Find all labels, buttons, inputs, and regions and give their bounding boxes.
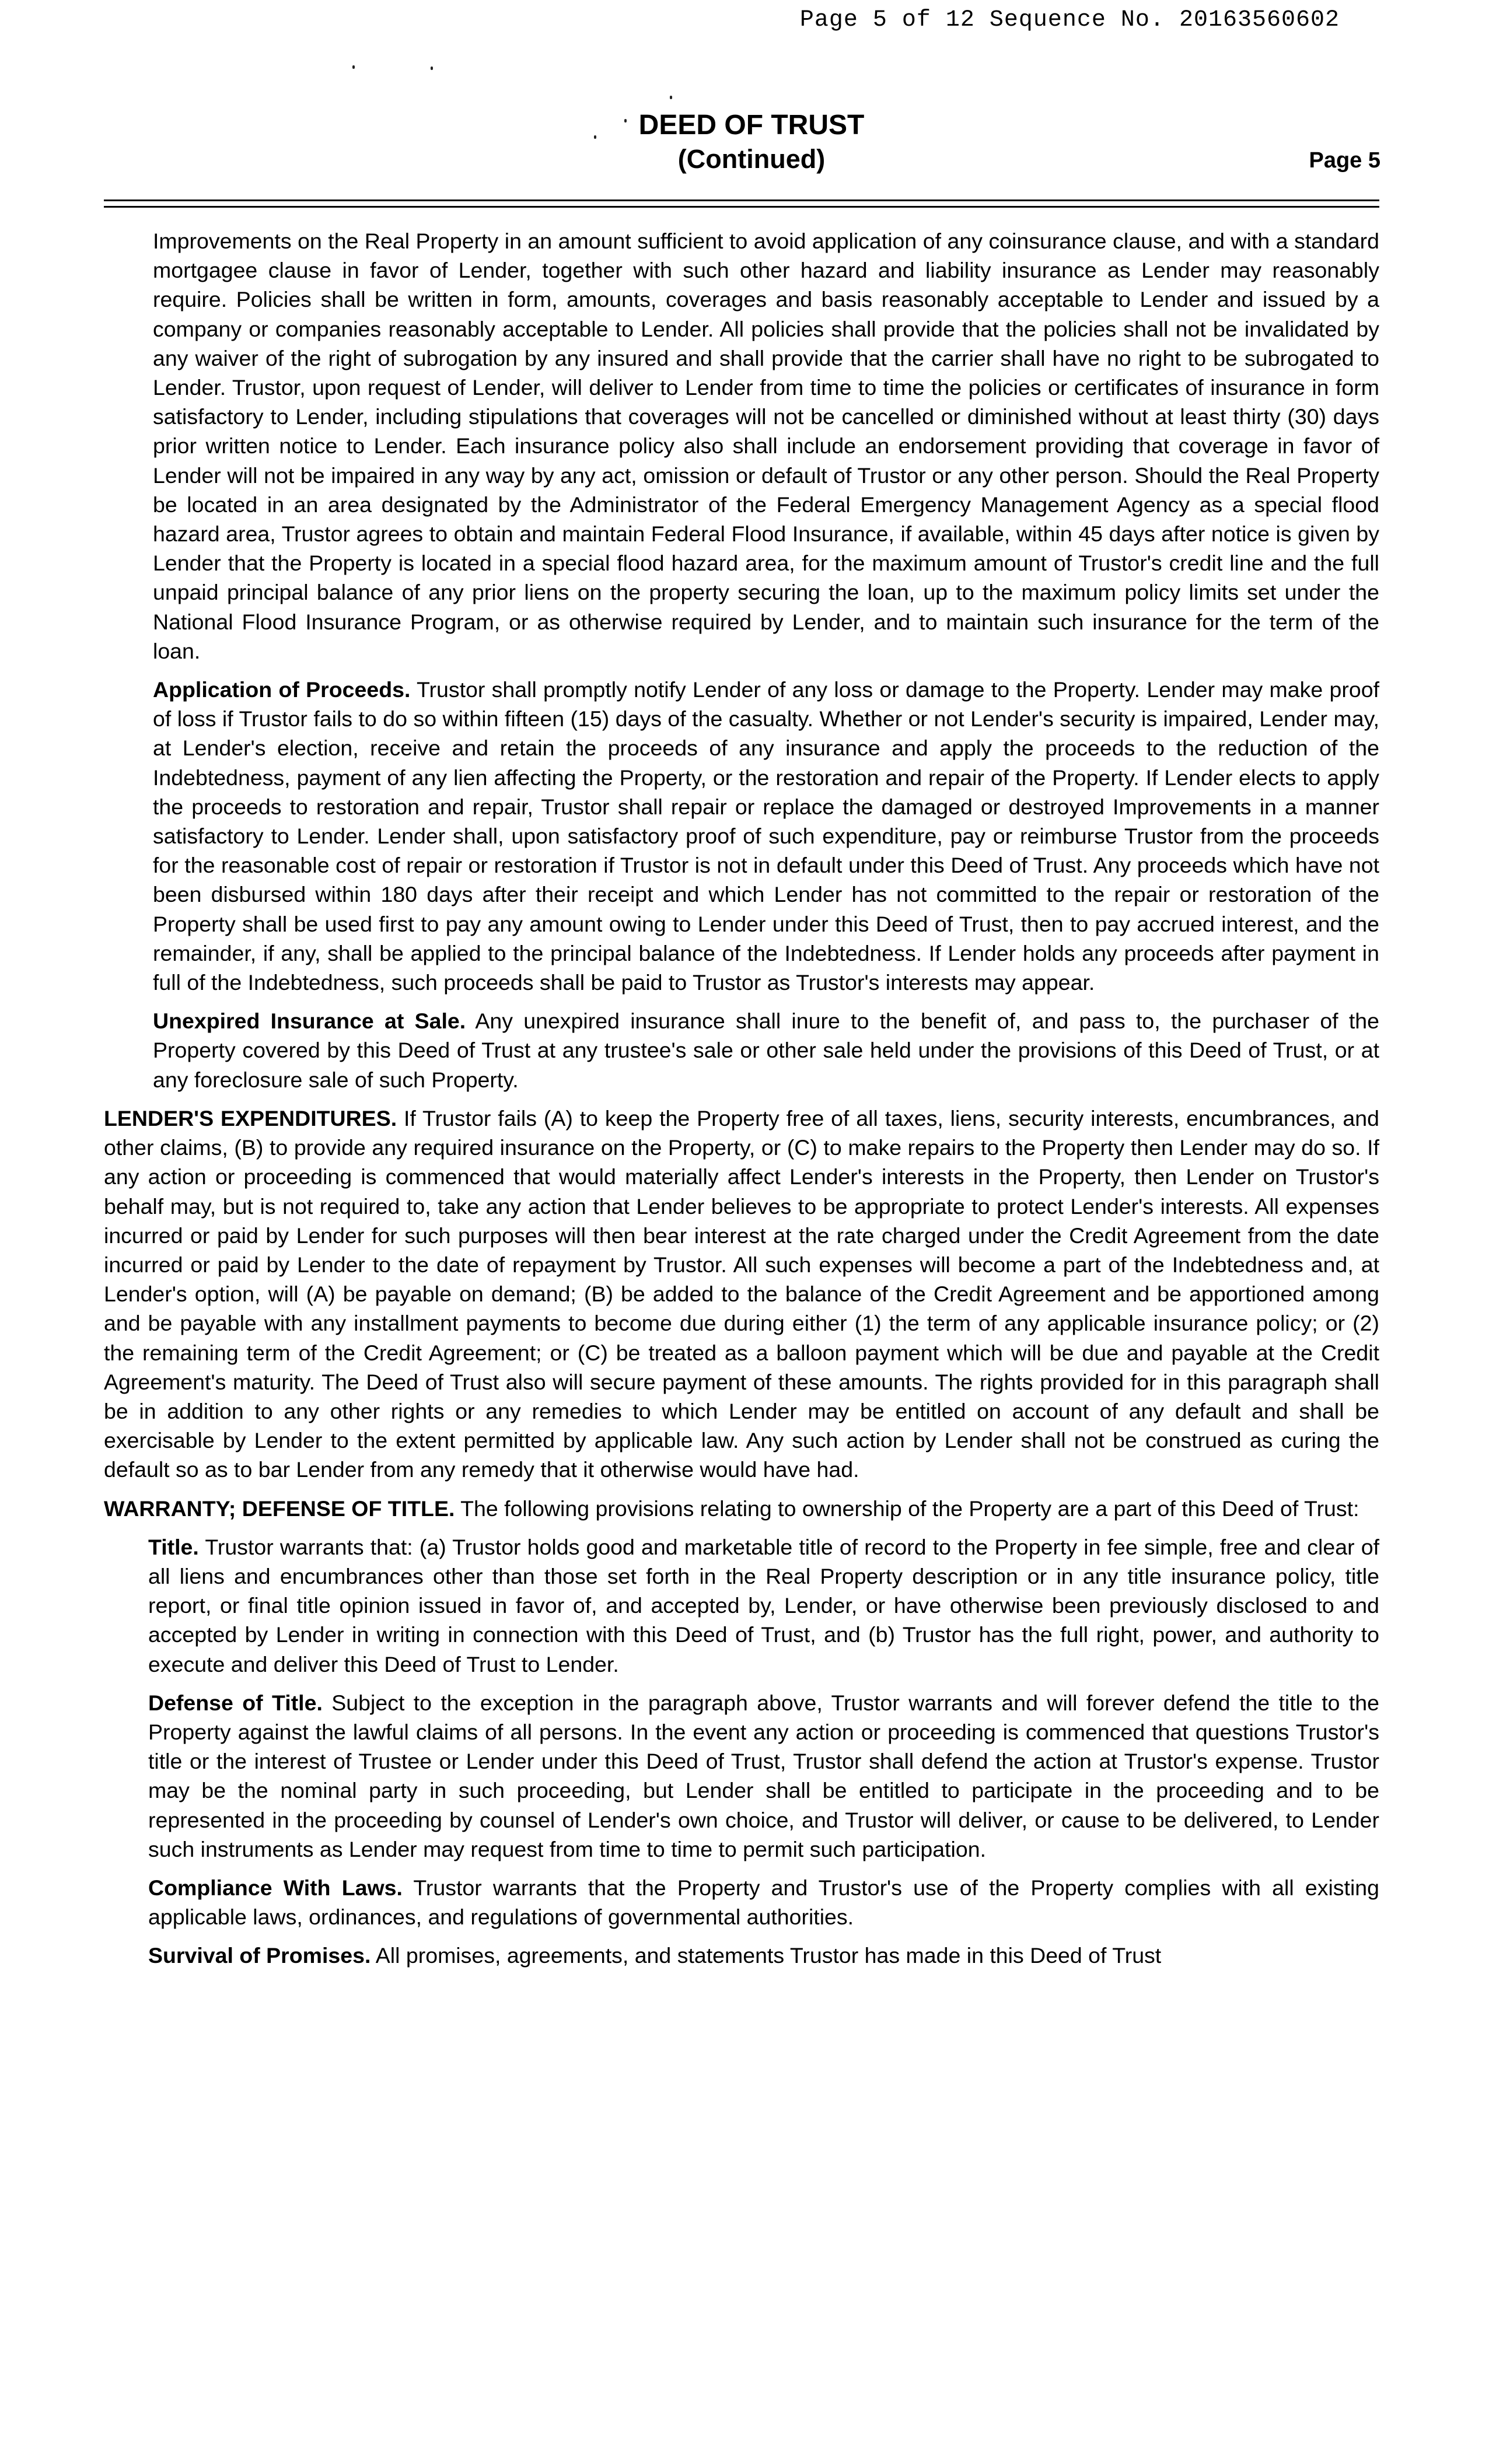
paragraph-text: Improvements on the Real Property in an amount sufficient to avoid application of any coinsurance clause, and with a standard mortgagee clause in favor of Lender, together with such other hazard and liability insurance as Lender may reasonably require. Policies shall be written in form, amounts, coverages and basis reasonably acceptable to Lender and issued by a company or companies reasonably acceptable to Lender. All policies shall provide that the policies shall not be invalidated by any waiver of the right of subrogation by any insured and shall provide that the carrier shall have no right to be subrogated to Lender. Trustor, upon request of Lender, will deliver to Lender from time to time the policies or certificates of insurance in form satisfactory to Lender, including stipulations that coverages will not be cancelled or diminished without at least thirty (30) days prior written notice to Lender. Each insurance policy also shall include an endorsement providing that coverage in favor of Lender will not be impaired in any way by any act, omission or default of Trustor or any other person. Should the Real Property be located in an area designated by the Administrator of the Federal Emergency Management Agency as a special flood hazard area, Trustor agrees to obtain and maintain Federal Flood Insurance, if available, within 45 days after notice is given by Lender that the Property is located in a special flood hazard area, for the maximum amount of Trustor's credit line and the full unpaid principal balance of any prior liens on the property securing the loan, up to the maximum policy limits set under the National Flood Insurance Program, or as otherwise required by Lender, and to maintain such insurance for the term of the loan. [153, 229, 1379, 663]
scan-speck [352, 65, 355, 69]
paragraph-heading: LENDER'S EXPENDITURES. [104, 1105, 397, 1130]
paragraph-text: Subject to the exception in the paragraph above, Trustor warrants and will forever defend the title to the Property against the lawful claims of all persons. In the event any action or proceeding is commenced that questions Trustor's title or the interest of Trustee or Lender under this Deed of Trust, Trustor shall defend the action at Trustor's expense. Trustor may be the nominal party in such proceeding, but Lender shall be entitled to participate in the proceeding and to be represented in the proceeding by counsel of Lender's own choice, and Trustor will deliver, or cause to be delivered, to Lender such instruments as Lender may request from time to time to permit such participation. [148, 1690, 1380, 1861]
paragraph-heading: Unexpired Insurance at Sale. [153, 1009, 466, 1034]
paragraph-text: Trustor shall promptly notify Lender of any loss or damage to the Property. Lender may make proof of loss if Trustor fails to do so within fifteen (15) days of the casualty. Whether or not Lender's security is impaired, Lender may, at Lender's election, receive and retain the proceeds of any insurance and apply the proceeds to the reduction of the Indebtedness, payment of any lien affecting the Property, or the restoration and repair of the Property. If Lender elects to apply the proceeds to restoration and repair, Trustor shall repair or replace the damaged or destroyed Improvements in a manner satisfactory to Lender. Lender shall, upon satisfactory proof of such expenditure, pay or reimburse Trustor from the proceeds for the reasonable cost of repair or restoration if Trustor is not in default under this Deed of Trust. Any proceeds which have not been disbursed within 180 days after their receipt and which Lender has not committed to the repair or restoration of the Property shall be used first to pay any amount owing to Lender under this Deed of Trust, then to pay accrued interest, and the remainder, if any, shall be applied to the principal balance of the Indebtedness. If Lender holds any proceeds after payment in full of the Indebtedness, such proceeds shall be paid to Trustor as Trustor's interests may appear. [153, 677, 1380, 995]
header-rule [104, 200, 1379, 212]
scan-speck [670, 96, 672, 99]
paragraph-application-of-proceeds [153, 675, 1379, 997]
paragraph-text: All promises, agreements, and statements Trustor has made in this Deed of Trust [375, 1943, 1162, 1968]
scan-speck [431, 66, 433, 70]
paragraph-defense-of-title [148, 1688, 1379, 1864]
paragraph-heading: Compliance With Laws. [148, 1875, 403, 1900]
paragraph-insurance-continued [153, 226, 1379, 666]
document-title [0, 108, 1503, 176]
title-sub: (Continued) [677, 144, 826, 174]
paragraph-heading: Application of Proceeds. [153, 677, 411, 702]
paragraph-survival-of-promises [148, 1941, 1379, 1970]
paragraph-compliance-with-laws [148, 1873, 1379, 1931]
paragraph-text: Trustor warrants that the Property and Trustor's use of the Property complies with all existing applicable laws, ordinances, and regulations of governmental authorities. [148, 1875, 1379, 1930]
paragraph-heading: Title. [148, 1534, 199, 1559]
paragraph-warranty-defense [104, 1494, 1379, 1523]
paragraph-heading: Survival of Promises. [148, 1943, 371, 1968]
paragraph-text: Trustor warrants that: (a) Trustor holds good and marketable title of record to the Property in fee simple, free and clear of all liens and encumbrances other than those set forth in the Real Property description or in any title insurance policy, title report, or final title opinion issued in favor of, and accepted by, Lender, or have otherwise been previously disclosed to and accepted by Lender in writing in connection with this Deed of Trust, and (b) Trustor has the full right, power, and authority to execute and deliver this Deed of Trust to Lender. [148, 1534, 1379, 1676]
paragraph-heading: WARRANTY; DEFENSE OF TITLE. [104, 1496, 455, 1521]
paragraph-text: If Trustor fails (A) to keep the Property free of all taxes, liens, security interests, encumbrances, and other claims, (B) to provide any required insurance on the Property, or (C) to make repairs to the Property then Lender may do so. If any action or proceeding is commenced that would materially affect Lender's interests in the Property, then Lender on Trustor's behalf may, but is not required to, take any action that Lender believes to be appropriate to protect Lender's interests. All expenses incurred or paid by Lender for such purposes will then bear interest at the rate charged under the Credit Agreement from the date incurred or paid by Lender to the date of repayment by Trustor. All such expenses will become a part of the Indebtedness and, at Lender's option, will (A) be payable on demand; (B) be added to the balance of the Credit Agreement and be apportioned among and be payable with any installment payments to become due during either (1) the term of any applicable insurance policy; or (2) the remaining term of the Credit Agreement; or (C) be treated as a balloon payment which will be due and payable at the Credit Agreement's maturity. The Deed of Trust also will secure payment of these amounts. The rights provided for in this paragraph shall be in addition to any other rights or any remedies to which Lender may be entitled on account of any default and shall be exercisable by Lender to the extent permitted by applicable law. Any such action by Lender shall not be construed as curing the default so as to bar Lender from any remedy that it otherwise would have had. [104, 1105, 1379, 1482]
page-label: Page 5 [1309, 148, 1380, 173]
paragraph-unexpired-insurance [153, 1006, 1379, 1094]
paragraph-text: Any unexpired insurance shall inure to the benefit of, and pass to, the purchaser of the Property covered by this Deed of Trust at any trustee's sale or other sale held under the provisions of this Deed of Trust, or at any foreclosure sale of such Property. [153, 1009, 1379, 1092]
paragraph-lenders-expenditures [104, 1104, 1379, 1485]
title-main: DEED OF TRUST [638, 110, 865, 141]
paragraph-heading: Defense of Title. [148, 1690, 323, 1715]
paragraph-title [148, 1532, 1379, 1679]
document-body [104, 226, 1379, 1980]
paragraph-text: The following provisions relating to ownership of the Property are a part of this Deed of Trust: [460, 1496, 1359, 1521]
sequence-stamp: Page 5 of 12 Sequence No. 20163560602 [799, 7, 1340, 33]
